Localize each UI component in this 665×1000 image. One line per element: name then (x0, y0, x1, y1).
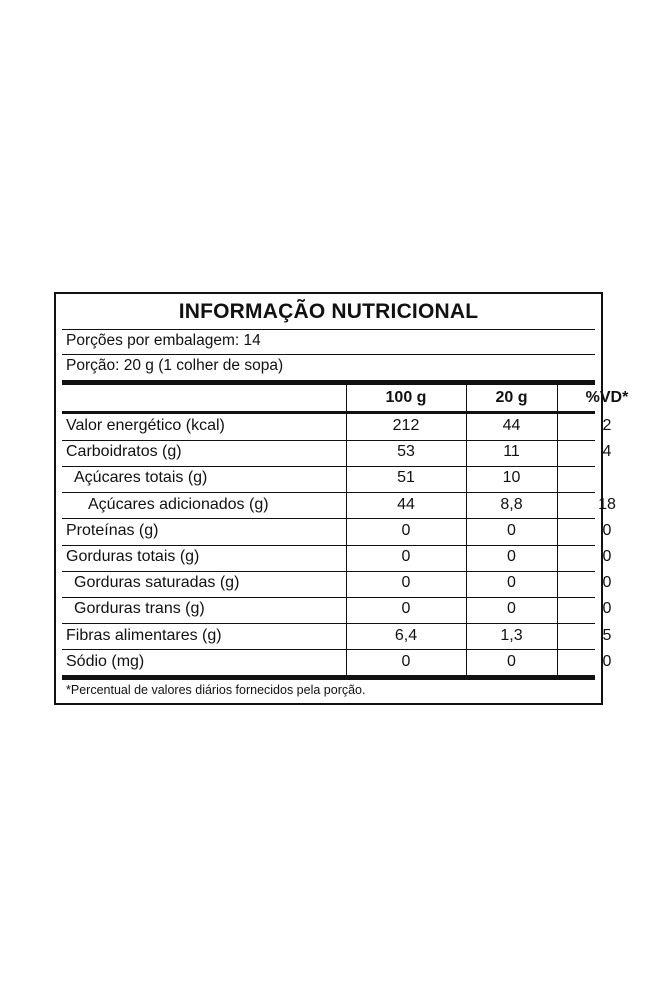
value-per-100g: 0 (401, 574, 411, 592)
table-row (56, 414, 612, 440)
servings-per-package: Porções por embalagem: 14 (66, 332, 261, 349)
value-per-100g: 53 (397, 443, 415, 461)
table-row (56, 519, 612, 545)
nutrient-name: Fibras alimentares (g) (66, 626, 222, 644)
value-per-serving: 0 (507, 652, 516, 670)
daily-value-percent: 0 (602, 548, 612, 565)
table-row (56, 466, 601, 492)
value-per-serving: 1,3 (500, 626, 523, 644)
nutrient-name: Proteínas (g) (66, 521, 159, 539)
nutrient-name: Valor energético (kcal) (66, 417, 225, 434)
daily-value-percent: 0 (602, 652, 612, 670)
value-per-serving: 0 (507, 548, 516, 565)
daily-value-percent: 4 (602, 443, 612, 461)
table-row (56, 650, 612, 676)
table-row (56, 624, 612, 650)
value-per-serving: 11 (503, 443, 520, 461)
table-row (56, 571, 612, 597)
serving-size: Porção: 20 g (1 colher de sopa) (66, 357, 284, 374)
daily-value-percent: 0 (602, 521, 612, 539)
nutrient-name: Açúcares adicionados (g) (88, 495, 269, 513)
nutrient-name: Açúcares totais (g) (74, 469, 208, 487)
table-row (56, 597, 612, 623)
table-row (56, 440, 612, 466)
daily-value-percent: 2 (602, 417, 612, 434)
table-row (56, 493, 616, 519)
divider (62, 354, 595, 355)
daily-value-percent: 18 (598, 495, 616, 513)
daily-value-percent: 0 (602, 600, 612, 618)
value-per-100g: 0 (401, 652, 411, 670)
thick-divider (62, 380, 595, 385)
value-per-serving: 0 (507, 600, 516, 618)
label-title: INFORMAÇÃO NUTRICIONAL (178, 300, 479, 323)
value-per-100g: 0 (401, 600, 411, 618)
value-per-serving: 10 (502, 469, 521, 487)
value-per-100g: 44 (397, 495, 415, 513)
header-vd: %VD* (585, 389, 629, 406)
daily-value-percent: 5 (602, 626, 612, 644)
value-per-100g: 51 (397, 469, 415, 487)
value-per-serving: 0 (507, 574, 516, 592)
nutrient-name: Carboidratos (g) (66, 443, 182, 461)
nutrient-name: Gorduras totais (g) (66, 548, 200, 565)
table-row (56, 545, 612, 571)
daily-value-percent: 0 (602, 574, 612, 592)
divider (62, 329, 595, 330)
table-header-row (56, 386, 629, 412)
value-per-100g: 6,4 (394, 626, 418, 644)
nutrient-name: Sódio (mg) (66, 652, 145, 670)
header-20g: 20 g (495, 389, 528, 406)
value-per-100g: 0 (401, 548, 411, 565)
nutrient-name: Gorduras trans (g) (74, 600, 205, 618)
nutrient-name: Gorduras saturadas (g) (74, 574, 240, 592)
value-per-100g: 0 (401, 521, 411, 539)
header-100g: 100 g (385, 389, 427, 406)
value-per-100g: 212 (392, 417, 420, 434)
nutrition-facts-label (54, 292, 629, 705)
value-per-serving: 44 (502, 417, 521, 434)
value-per-serving: 8,8 (500, 495, 523, 513)
value-per-serving: 0 (507, 521, 516, 539)
thick-divider (62, 675, 595, 680)
footnote: *Percentual de valores diários fornecidos pela porção. (66, 683, 366, 697)
